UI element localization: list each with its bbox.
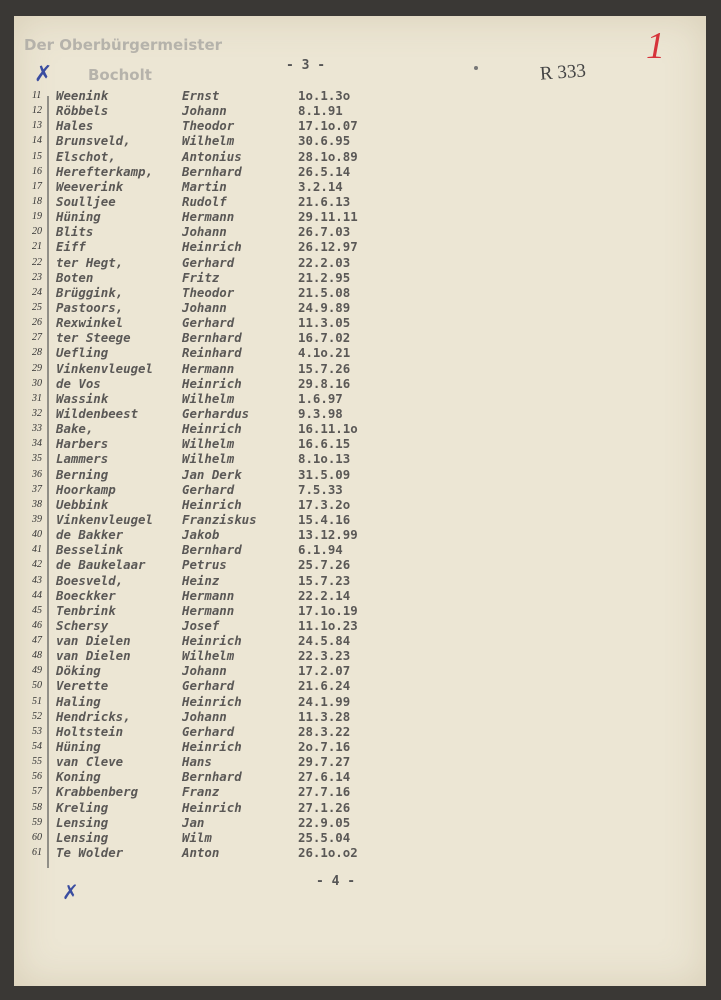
surname: Hüning [56, 739, 101, 755]
margin-tick-number: 19 [32, 211, 42, 223]
birth-date: 11.1o.23 [298, 617, 358, 633]
birth-date: 25.7.26 [298, 557, 351, 573]
margin-tick-number: 58 [32, 801, 42, 813]
surname: Hoorkamp [56, 481, 116, 497]
given-name: Antonius [182, 148, 242, 164]
margin-tick-number: 15 [32, 150, 42, 162]
given-name: Wilhelm [182, 648, 235, 664]
given-name: Franz [182, 784, 220, 800]
given-name: Heinz [182, 572, 220, 588]
margin-tick-number: 33 [32, 423, 42, 435]
list-row [14, 118, 706, 133]
list-row [14, 224, 706, 239]
birth-date: 17.1o.19 [298, 602, 358, 618]
birth-date: 22.3.23 [298, 648, 351, 664]
given-name: Theodor [182, 118, 235, 134]
margin-tick-number: 39 [32, 513, 42, 525]
given-name: Johann [182, 299, 227, 315]
birth-date: 3.2.14 [298, 178, 343, 194]
surname: Herefterkamp, [56, 163, 153, 179]
given-name: Bernhard [182, 769, 242, 785]
list-row [14, 391, 706, 406]
birth-date: 24.1.99 [298, 693, 351, 709]
surname: Lensing [56, 829, 109, 845]
birth-date: 24.9.89 [298, 299, 351, 315]
list-row [14, 663, 706, 678]
surname: Röbbels [56, 103, 109, 119]
margin-tick-number: 51 [32, 695, 42, 707]
list-row [14, 739, 706, 754]
given-name: Heinrich [182, 799, 242, 815]
surname: Boeckker [56, 587, 116, 603]
list-row [14, 482, 706, 497]
list-row [14, 815, 706, 830]
given-name: Fritz [182, 269, 220, 285]
page-number-top: - 3 - [286, 58, 326, 73]
surname: van Dielen [56, 648, 131, 664]
margin-tick-number: 21 [32, 241, 42, 253]
given-name: Gerhard [182, 315, 235, 331]
list-row [14, 179, 706, 194]
margin-tick-number: 36 [32, 468, 42, 480]
surname: Boten [56, 269, 94, 285]
surname: Tenbrink [56, 602, 116, 618]
given-name: Bernhard [182, 330, 242, 346]
list-row [14, 361, 706, 376]
birth-date: 30.6.95 [298, 133, 351, 149]
surname: Verette [56, 678, 109, 694]
list-row [14, 754, 706, 769]
birth-date: 27.1.26 [298, 799, 351, 815]
given-name: Gerhard [182, 254, 235, 270]
surname: Te Wolder [56, 845, 124, 861]
surname: ter Steege [56, 330, 131, 346]
birth-date: 26.5.14 [298, 163, 351, 179]
list-row [14, 421, 706, 436]
list-row [14, 164, 706, 179]
birth-date: 1.6.97 [298, 390, 343, 406]
given-name: Gerhard [182, 723, 235, 739]
list-row [14, 345, 706, 360]
surname: Uefling [56, 345, 109, 361]
list-row [14, 648, 706, 663]
birth-date: 29.8.16 [298, 375, 351, 391]
given-name: Theodor [182, 284, 235, 300]
given-name: Wilhelm [182, 451, 235, 467]
margin-tick-number: 53 [32, 725, 42, 737]
list-row [14, 103, 706, 118]
surname: Brunsveld, [56, 133, 131, 149]
birth-date: 26.7.03 [298, 224, 351, 240]
list-row [14, 709, 706, 724]
surname: Wassink [56, 390, 109, 406]
birth-date: 21.2.95 [298, 269, 351, 285]
list-row [14, 239, 706, 254]
list-row [14, 406, 706, 421]
given-name: Johann [182, 708, 227, 724]
surname: Eiff [56, 239, 86, 255]
list-row [14, 724, 706, 739]
list-row [14, 784, 706, 799]
ink-dot [474, 66, 478, 70]
birth-date: 22.2.03 [298, 254, 351, 270]
margin-tick-number: 46 [32, 619, 42, 631]
list-row [14, 285, 706, 300]
birth-date: 9.3.98 [298, 405, 343, 421]
surname: Vinkenvleugel [56, 360, 153, 376]
birth-date: 16.6.15 [298, 436, 351, 452]
margin-tick-number: 20 [32, 226, 42, 238]
surname: Blits [56, 224, 94, 240]
given-name: Franziskus [182, 511, 257, 527]
surname: Boesveld, [56, 572, 124, 588]
given-name: Heinrich [182, 239, 242, 255]
birth-date: 15.7.23 [298, 572, 351, 588]
list-row [14, 436, 706, 451]
surname: Döking [56, 663, 101, 679]
margin-tick-number: 13 [32, 120, 42, 132]
given-name: Ernst [182, 88, 220, 103]
given-name: Heinrich [182, 739, 242, 755]
surname: van Cleve [56, 754, 124, 770]
given-name: Petrus [182, 557, 227, 573]
birth-date: 17.2.07 [298, 663, 351, 679]
list-row [14, 467, 706, 482]
margin-tick-number: 28 [32, 347, 42, 359]
given-name: Hermann [182, 209, 235, 225]
list-row [14, 88, 706, 103]
margin-tick-number: 56 [32, 771, 42, 783]
list-row [14, 315, 706, 330]
surname: Hüning [56, 209, 101, 225]
margin-tick-number: 60 [32, 831, 42, 843]
margin-tick-number: 54 [32, 741, 42, 753]
given-name: Hermann [182, 587, 235, 603]
margin-tick-number: 57 [32, 786, 42, 798]
margin-tick-number: 16 [32, 165, 42, 177]
margin-tick-number: 27 [32, 332, 42, 344]
list-row [14, 588, 706, 603]
given-name: Reinhard [182, 345, 242, 361]
surname: van Dielen [56, 633, 131, 649]
surname: ter Hegt, [56, 254, 124, 270]
surname: Hendricks, [56, 708, 131, 724]
margin-tick-number: 35 [32, 453, 42, 465]
list-row [14, 255, 706, 270]
birth-date: 17.3.2o [298, 496, 351, 512]
list-row [14, 603, 706, 618]
given-name: Gerhardus [182, 405, 250, 421]
given-name: Bernhard [182, 163, 242, 179]
birth-date: 11.3.28 [298, 708, 351, 724]
surname: Soulljee [56, 193, 116, 209]
surname: de Baukelaar [56, 557, 146, 573]
list-row [14, 830, 706, 845]
birth-date: 8.1o.13 [298, 451, 351, 467]
list-row [14, 149, 706, 164]
list-row [14, 497, 706, 512]
birth-date: 26.1o.o2 [298, 845, 358, 861]
surname: Krabbenberg [56, 784, 139, 800]
birth-date: 27.7.16 [298, 784, 351, 800]
margin-tick-number: 50 [32, 680, 42, 692]
given-name: Heinrich [182, 693, 242, 709]
birth-date: 16.7.02 [298, 330, 351, 346]
birth-date: 7.5.33 [298, 481, 343, 497]
given-name: Heinrich [182, 375, 242, 391]
given-name: Heinrich [182, 421, 242, 437]
given-name: Jakob [182, 527, 220, 543]
given-name: Wilm [182, 829, 212, 845]
given-name: Wilhelm [182, 436, 235, 452]
given-name: Anton [182, 845, 220, 861]
margin-tick-number: 43 [32, 574, 42, 586]
given-name: Bernhard [182, 542, 242, 558]
birth-date: 29.7.27 [298, 754, 351, 770]
list-row [14, 300, 706, 315]
surname: de Bakker [56, 527, 124, 543]
margin-tick-number: 14 [32, 135, 42, 147]
list-row [14, 451, 706, 466]
birth-date: 2o.7.16 [298, 739, 351, 755]
cross-mark-icon: ✗ [34, 62, 53, 87]
list-row [14, 618, 706, 633]
margin-tick-number: 26 [32, 317, 42, 329]
margin-tick-number: 49 [32, 665, 42, 677]
birth-date: 4.1o.21 [298, 345, 351, 361]
given-name: Josef [182, 617, 220, 633]
margin-tick-number: 22 [32, 256, 42, 268]
list-row [14, 557, 706, 572]
birth-date: 21.5.08 [298, 284, 351, 300]
margin-tick-number: 30 [32, 377, 42, 389]
cross-mark-icon: ✗ [62, 880, 79, 904]
list-row [14, 845, 706, 860]
surname: Kreling [56, 799, 109, 815]
birth-date: 16.11.1o [298, 421, 358, 437]
margin-tick-number: 11 [32, 90, 42, 101]
margin-tick-number: 37 [32, 483, 42, 495]
birth-date: 31.5.09 [298, 466, 351, 482]
birth-date: 22.9.05 [298, 814, 351, 830]
margin-tick-number: 44 [32, 589, 42, 601]
margin-tick-number: 38 [32, 498, 42, 510]
list-row [14, 527, 706, 542]
list-row [14, 209, 706, 224]
surname: Wildenbeest [56, 405, 139, 421]
birth-date: 6.1.94 [298, 542, 343, 558]
birth-date: 29.11.11 [298, 209, 358, 225]
surname: de Vos [56, 375, 101, 391]
surname: Elschot, [56, 148, 116, 164]
margin-tick-number: 29 [32, 362, 42, 374]
given-name: Martin [182, 178, 227, 194]
margin-tick-number: 45 [32, 604, 42, 616]
given-name: Wilhelm [182, 390, 235, 406]
list-row [14, 694, 706, 709]
margin-tick-number: 25 [32, 301, 42, 313]
surname: Bake, [56, 421, 94, 437]
surname: Hales [56, 118, 94, 134]
list-row [14, 633, 706, 648]
list-row [14, 194, 706, 209]
given-name: Johann [182, 663, 227, 679]
given-name: Gerhard [182, 678, 235, 694]
birth-date: 28.3.22 [298, 723, 351, 739]
birth-date: 8.1.91 [298, 103, 343, 119]
list-row [14, 330, 706, 345]
birth-date: 22.2.14 [298, 587, 351, 603]
margin-tick-number: 41 [32, 544, 42, 556]
given-name: Hermann [182, 360, 235, 376]
surname: Vinkenvleugel [56, 511, 153, 527]
authority-stamp-line2: Bocholt [88, 66, 152, 84]
given-name: Gerhard [182, 481, 235, 497]
margin-tick-number: 32 [32, 407, 42, 419]
birth-date: 11.3.05 [298, 315, 351, 331]
margin-tick-number: 12 [32, 105, 42, 117]
surname: Lensing [56, 814, 109, 830]
margin-tick-number: 59 [32, 816, 42, 828]
list-row [14, 512, 706, 527]
given-name: Heinrich [182, 633, 242, 649]
margin-tick-number: 23 [32, 271, 42, 283]
margin-tick-number: 34 [32, 438, 42, 450]
given-name: Heinrich [182, 496, 242, 512]
surname: Rexwinkel [56, 315, 124, 331]
surname: Besselink [56, 542, 124, 558]
authority-stamp-line1: Der Oberbürgermeister [24, 36, 223, 54]
margin-tick-number: 55 [32, 756, 42, 768]
given-name: Hans [182, 754, 212, 770]
surname: Brüggink, [56, 284, 124, 300]
margin-tick-number: 47 [32, 635, 42, 647]
given-name: Johann [182, 103, 227, 119]
surname: Weeverink [56, 178, 124, 194]
birth-date: 15.7.26 [298, 360, 351, 376]
margin-tick-number: 40 [32, 529, 42, 541]
surname: Pastoors, [56, 299, 124, 315]
archive-reference-number: R 333 [539, 60, 587, 85]
birth-date: 26.12.97 [298, 239, 358, 255]
surname: Haling [56, 693, 101, 709]
surname: Weenink [56, 88, 109, 103]
margin-tick-number: 61 [32, 847, 42, 859]
list-row [14, 376, 706, 391]
surname: Uebbink [56, 496, 109, 512]
surname: Schersy [56, 617, 109, 633]
list-row [14, 133, 706, 148]
surname: Harbers [56, 436, 109, 452]
list-row [14, 542, 706, 557]
surname: Holtstein [56, 723, 124, 739]
given-name: Wilhelm [182, 133, 235, 149]
list-row [14, 678, 706, 693]
given-name: Rudolf [182, 193, 227, 209]
margin-tick-number: 18 [32, 195, 42, 207]
birth-date: 17.1o.07 [298, 118, 358, 134]
name-list [14, 88, 706, 860]
page-number-bottom: - 4 - [316, 874, 356, 889]
document-page [14, 16, 706, 986]
birth-date: 21.6.13 [298, 193, 351, 209]
list-row [14, 270, 706, 285]
margin-tick-number: 52 [32, 710, 42, 722]
birth-date: 25.5.04 [298, 829, 351, 845]
birth-date: 13.12.99 [298, 527, 358, 543]
given-name: Jan [182, 814, 205, 830]
birth-date: 21.6.24 [298, 678, 351, 694]
margin-tick-number: 31 [32, 392, 42, 404]
given-name: Jan Derk [182, 466, 242, 482]
birth-date: 15.4.16 [298, 511, 351, 527]
surname: Lammers [56, 451, 109, 467]
surname: Koning [56, 769, 101, 785]
list-row [14, 769, 706, 784]
margin-tick-number: 24 [32, 286, 42, 298]
margin-tick-number: 42 [32, 559, 42, 571]
birth-date: 24.5.84 [298, 633, 351, 649]
list-row [14, 573, 706, 588]
given-name: Hermann [182, 602, 235, 618]
surname: Berning [56, 466, 109, 482]
list-row [14, 800, 706, 815]
birth-date: 28.1o.89 [298, 148, 358, 164]
corner-folio-mark: 1 [646, 25, 665, 67]
margin-tick-number: 17 [32, 180, 42, 192]
margin-tick-number: 48 [32, 650, 42, 662]
birth-date: 27.6.14 [298, 769, 351, 785]
given-name: Johann [182, 224, 227, 240]
birth-date: 1o.1.3o [298, 88, 351, 103]
